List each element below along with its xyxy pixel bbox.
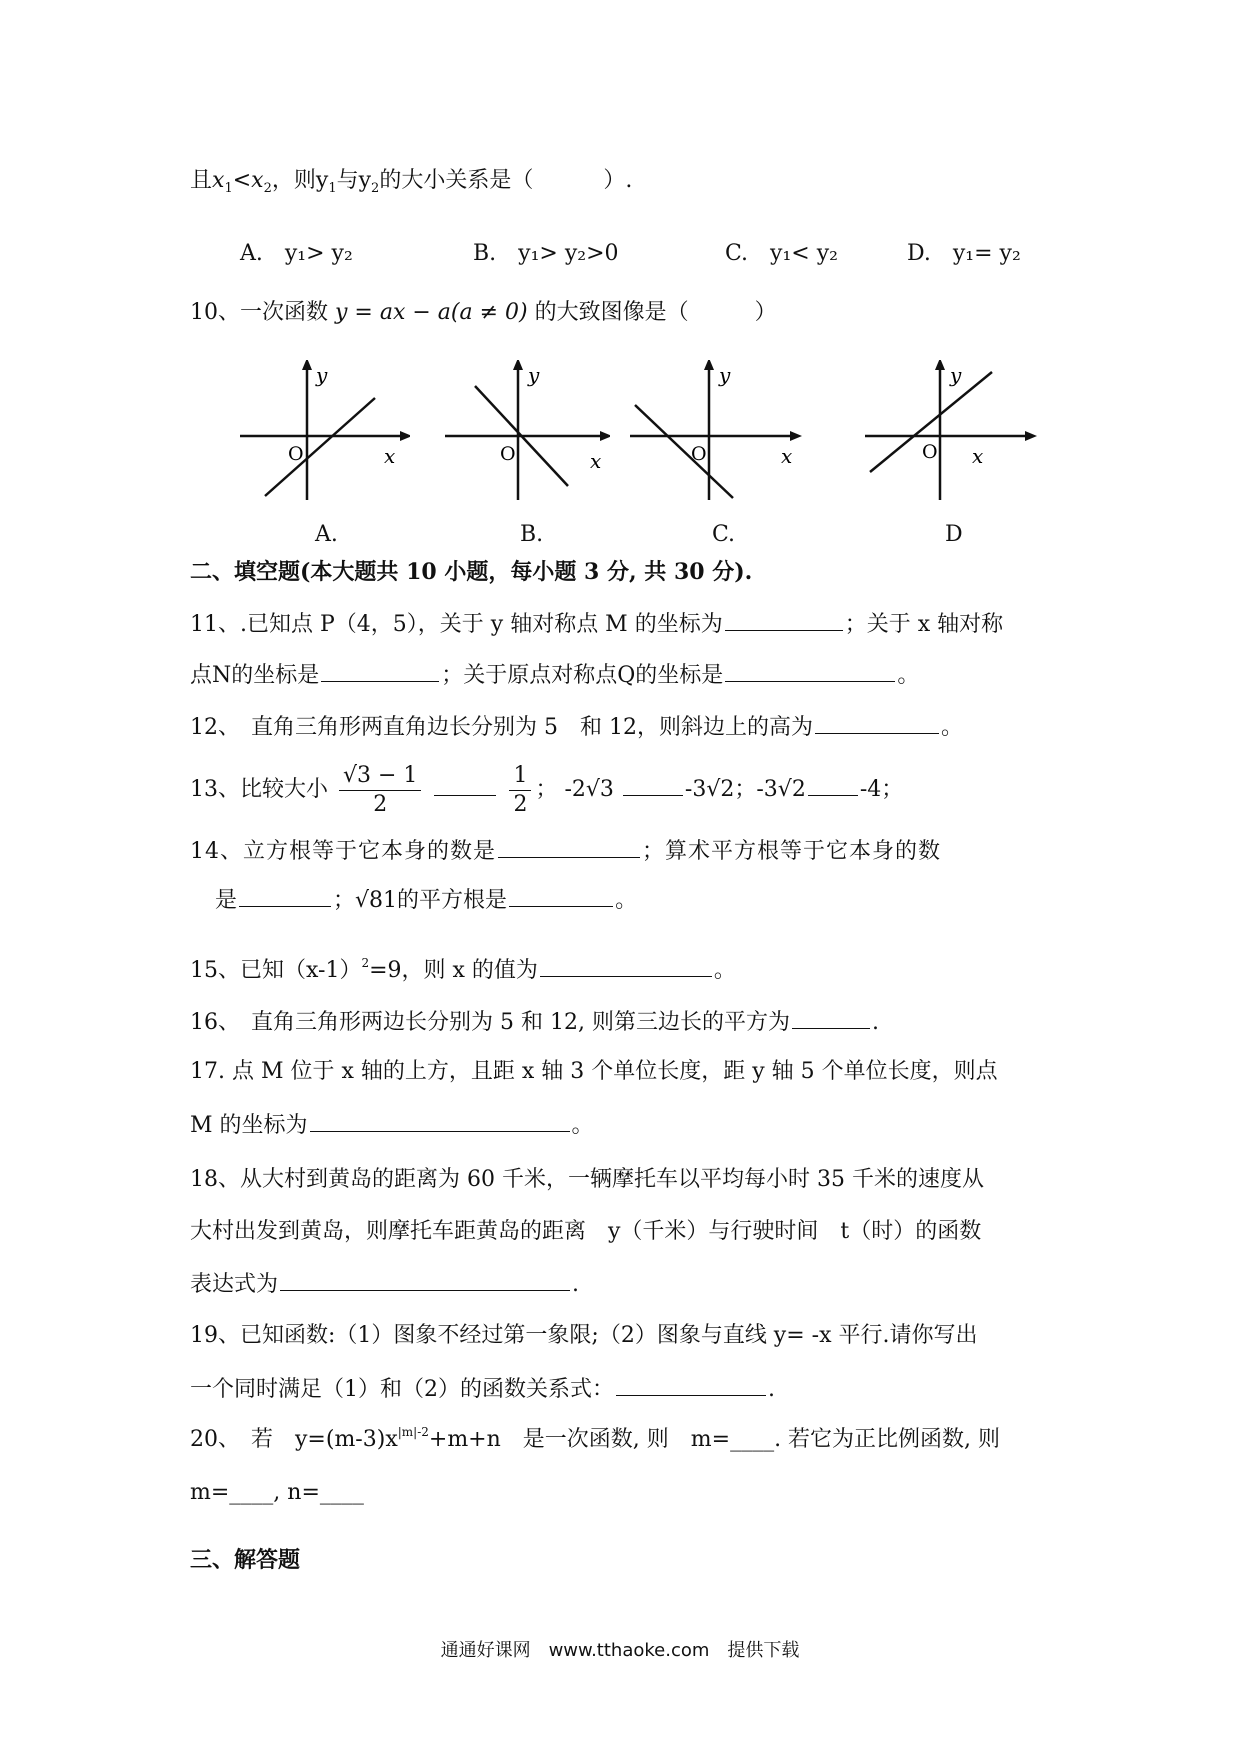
x-arrow-icon bbox=[1025, 431, 1037, 441]
answer-blank[interactable] bbox=[725, 659, 895, 682]
q11-line2 bbox=[190, 659, 919, 691]
answer-blank[interactable] bbox=[623, 773, 683, 796]
q9-sub: 2 bbox=[371, 181, 380, 196]
q20-line2: m=____, n=____ bbox=[190, 1480, 364, 1505]
q10-prefix: 10、一次函数 bbox=[190, 300, 328, 325]
q14-text: ； bbox=[333, 888, 356, 913]
q13-line bbox=[190, 760, 903, 820]
q9-text: 的大小关系是（ bbox=[379, 168, 534, 193]
origin-label: O bbox=[691, 443, 707, 465]
q14-text: 。 bbox=[615, 888, 638, 913]
answer-blank[interactable] bbox=[239, 884, 331, 907]
answer-blank[interactable] bbox=[321, 659, 439, 682]
q10-formula: y = ax − a(a ≠ 0) bbox=[335, 300, 528, 325]
q9-text: ，则 bbox=[271, 168, 316, 193]
q9-option-d: D. y₁= y₂ bbox=[907, 241, 1021, 266]
q9-option-a: A. y₁> y₂ bbox=[240, 241, 353, 266]
q16-text: . bbox=[871, 1010, 879, 1035]
y-arrow-icon bbox=[935, 360, 945, 370]
q20-text: 20、 若 y=(m-3)x bbox=[190, 1427, 398, 1452]
q19-line1: 19、已知函数:（1）图象不经过第一象限;（2）图象与直线 y= -x 平行.请你写出 bbox=[190, 1323, 978, 1348]
q12-text: 。 bbox=[940, 715, 963, 740]
answer-blank[interactable] bbox=[815, 711, 939, 734]
q10-suffix: 的大致图像是（ ） bbox=[534, 300, 777, 325]
answer-blank[interactable] bbox=[434, 773, 496, 796]
q15-text: =9，则 x 的值为 bbox=[369, 958, 538, 983]
graph-d bbox=[860, 360, 1040, 510]
answer-blank[interactable] bbox=[616, 1373, 766, 1396]
q13-text: 13、比较大小 bbox=[190, 777, 328, 802]
q11-text: ；关于原点对称点Q的坐标是 bbox=[441, 663, 724, 688]
q18-text: . bbox=[572, 1272, 580, 1297]
q11-text: 点N的坐标是 bbox=[190, 663, 320, 688]
q9-var: x bbox=[212, 168, 225, 193]
q11-text: 。 bbox=[897, 663, 920, 688]
q14-text: 14、立方根等于它本身的数是 bbox=[190, 839, 496, 864]
page-footer: 通通好课网 www.tthaoke.com 提供下载 bbox=[440, 1640, 800, 1661]
answer-blank[interactable] bbox=[498, 835, 640, 858]
q9-var: x bbox=[251, 168, 264, 193]
q13-expr: -4； bbox=[859, 777, 904, 802]
q13-fraction-1 bbox=[339, 762, 421, 819]
y-arrow-icon bbox=[513, 360, 523, 370]
q9-sub: 2 bbox=[263, 181, 272, 196]
q11-line1 bbox=[190, 608, 1003, 640]
graph-caption-b: B. bbox=[520, 522, 544, 547]
q16-line bbox=[190, 1006, 879, 1038]
x-label: x bbox=[781, 444, 793, 468]
y-label: y bbox=[316, 363, 328, 387]
fraction-denominator: 2 bbox=[513, 791, 528, 817]
q19-line2 bbox=[190, 1373, 775, 1405]
q17-line1: 17. 点 M 位于 x 轴的上方，且距 x 轴 3 个单位长度，距 y 轴 5 个单位长度，则点 bbox=[190, 1059, 998, 1084]
q16-text: 16、 直角三角形两边长分别为 5 和 12, 则第三边长的平方为 bbox=[190, 1010, 790, 1035]
answer-blank[interactable] bbox=[792, 1006, 870, 1029]
q9-option-c: C. y₁< y₂ bbox=[725, 241, 838, 266]
q13-fraction-2 bbox=[509, 762, 531, 819]
answer-blank[interactable] bbox=[280, 1268, 570, 1291]
x-label: x bbox=[972, 444, 984, 468]
q14-expr: √81 bbox=[355, 888, 398, 913]
graph-line bbox=[635, 405, 733, 498]
x-arrow-icon bbox=[600, 431, 610, 441]
q9-option-b: B. y₁> y₂>0 bbox=[473, 241, 619, 266]
x-label: x bbox=[590, 449, 602, 473]
q11-text: 11、.已知点 P（4，5），关于 y 轴对称点 M 的坐标为 bbox=[190, 612, 723, 637]
fraction-numerator: √3 − 1 bbox=[339, 762, 421, 791]
q19-text: 一个同时满足（1）和（2）的函数关系式： bbox=[190, 1377, 614, 1402]
q13-expr: -2√3 bbox=[564, 777, 614, 802]
q9-text: ）. bbox=[603, 168, 633, 193]
q19-text: . bbox=[768, 1377, 775, 1402]
graph-caption-c: C. bbox=[712, 522, 736, 547]
answer-blank[interactable] bbox=[808, 773, 858, 796]
q14-line2 bbox=[215, 884, 637, 916]
fraction-numerator: 1 bbox=[509, 762, 531, 791]
q13-text: ； bbox=[734, 777, 757, 802]
q10-stem bbox=[190, 298, 777, 328]
origin-label: O bbox=[288, 443, 304, 465]
q9-stem bbox=[190, 166, 632, 199]
q9-sub: 1 bbox=[224, 181, 233, 196]
section-3-heading: 三、解答题 bbox=[190, 1547, 301, 1573]
q14-text: ；算术平方根等于它本身的数 bbox=[642, 839, 942, 864]
q15-line bbox=[190, 954, 736, 988]
graph-a bbox=[240, 360, 410, 510]
q13-expr: -3√2 bbox=[684, 777, 735, 802]
q14-line1 bbox=[190, 835, 941, 867]
q17-text: M 的坐标为 bbox=[190, 1113, 308, 1138]
q15-text: 15、已知（x-1） bbox=[190, 958, 362, 983]
q9-text: 与 bbox=[336, 168, 359, 193]
q9-var: y bbox=[358, 168, 372, 193]
q18-text: 表达式为 bbox=[190, 1272, 279, 1297]
graph-c bbox=[625, 360, 805, 510]
answer-blank[interactable] bbox=[310, 1109, 570, 1132]
x-label: x bbox=[384, 444, 396, 468]
fraction-denominator: 2 bbox=[373, 791, 388, 817]
graph-caption-a: A. bbox=[315, 522, 338, 547]
y-label: y bbox=[528, 363, 540, 387]
answer-blank[interactable] bbox=[725, 608, 843, 631]
q13-expr: -3√2 bbox=[756, 777, 806, 802]
q9-sub: 1 bbox=[328, 181, 337, 196]
q9-text: 且 bbox=[190, 168, 213, 193]
q15-text: 。 bbox=[713, 958, 736, 983]
q11-text: ；关于 x 轴对称 bbox=[844, 612, 1004, 637]
y-label: y bbox=[719, 363, 731, 387]
q9-text: < bbox=[232, 168, 252, 193]
q20-sup: |m|-2 bbox=[397, 1425, 429, 1439]
q12-text: 12、 直角三角形两直角边长分别为 5 和 12，则斜边上的高为 bbox=[190, 715, 813, 740]
section-2-heading: 二、填空题(本大题共 10 小题，每小题 3 分, 共 30 分). bbox=[190, 559, 753, 585]
graph-line bbox=[265, 398, 375, 496]
q14-text: 的平方根是 bbox=[397, 888, 508, 913]
origin-label: O bbox=[922, 441, 938, 463]
q18-line2: 大村出发到黄岛，则摩托车距黄岛的距离 y（千米）与行驶时间 t（时）的函数 bbox=[190, 1219, 982, 1244]
q15-sup: 2 bbox=[361, 956, 370, 970]
y-arrow-icon bbox=[704, 360, 714, 370]
y-label: y bbox=[950, 363, 962, 387]
q18-line3 bbox=[190, 1268, 579, 1300]
answer-blank[interactable] bbox=[540, 954, 712, 977]
x-arrow-icon bbox=[400, 431, 410, 441]
graph-b bbox=[440, 360, 610, 510]
q12-line bbox=[190, 711, 963, 743]
q14-text: 是 bbox=[215, 888, 238, 913]
y-arrow-icon bbox=[302, 360, 312, 370]
x-arrow-icon bbox=[790, 431, 802, 441]
q9-var: y bbox=[315, 168, 329, 193]
origin-label: O bbox=[500, 443, 516, 465]
graph-caption-d: D bbox=[945, 522, 963, 547]
q13-text: ； bbox=[535, 777, 558, 802]
q20-line1 bbox=[190, 1425, 1000, 1457]
q18-line1: 18、从大村到黄岛的距离为 60 千米，一辆摩托车以平均每小时 35 千米的速度从 bbox=[190, 1167, 984, 1192]
q20-text: +m+n 是一次函数, 则 m=____. 若它为正比例函数, 则 bbox=[428, 1427, 1001, 1452]
q17-text: 。 bbox=[571, 1113, 594, 1138]
q17-line2 bbox=[190, 1109, 594, 1141]
answer-blank[interactable] bbox=[509, 884, 613, 907]
